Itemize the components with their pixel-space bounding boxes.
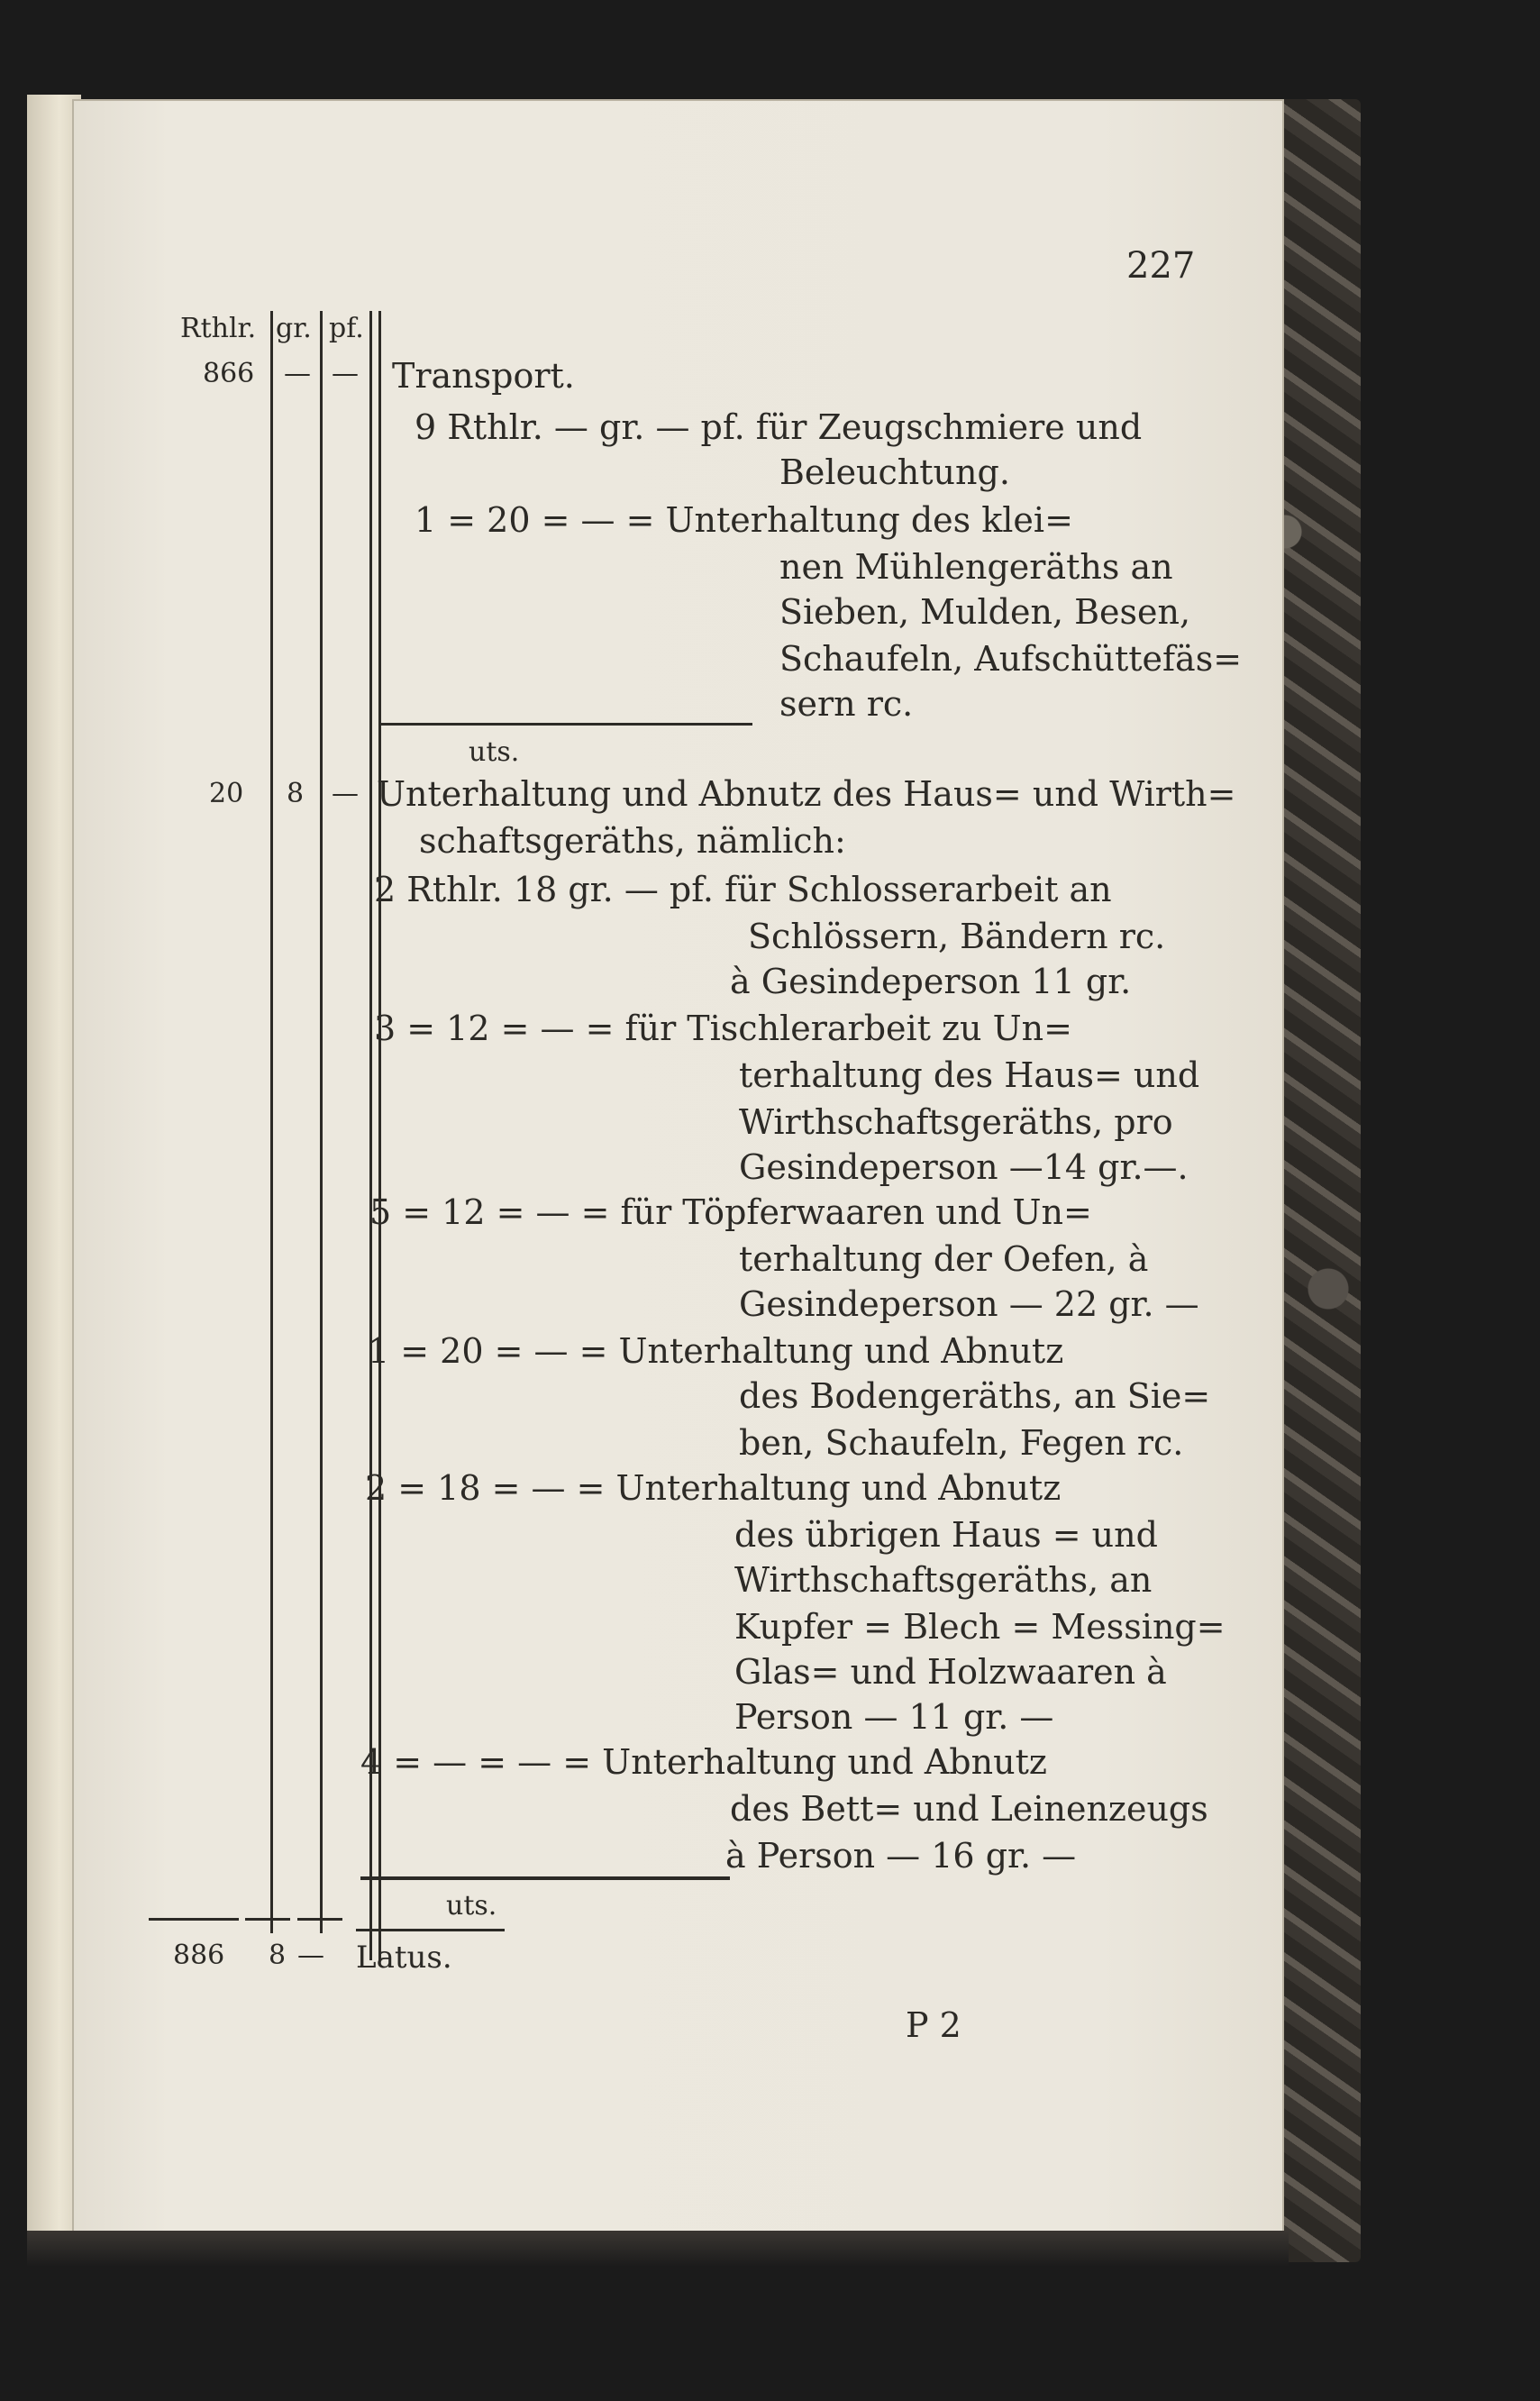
column-rule-1 <box>270 311 273 1933</box>
entry-line: Schaufeln, Aufschüttefäs= <box>779 639 1243 679</box>
entry-line: 2 = 18 = — = Unterhaltung und Abnutz <box>365 1468 1062 1508</box>
entry-line: à Gesindeperson 11 gr. <box>730 962 1132 1001</box>
subtotal-rule <box>378 723 752 726</box>
entry-line: 4 = — = — = Unterhaltung und Abnutz <box>360 1742 1047 1782</box>
entry-line: 5 = 12 = — = für Töpferwaaren und Un= <box>369 1192 1092 1232</box>
column-rule-2 <box>320 311 323 1933</box>
entry-pf: — <box>332 778 359 809</box>
entry-line: Sieben, Mulden, Besen, <box>779 592 1191 632</box>
entry-line: 1 = 20 = — = Unterhaltung des klei= <box>415 500 1073 540</box>
transport-gr: — <box>284 358 311 389</box>
page-shadow <box>27 2231 1289 2267</box>
entry-line: Wirthschaftsgeräths, pro <box>739 1102 1173 1142</box>
entry-line: sern rc. <box>779 684 914 724</box>
total-rule <box>245 1918 290 1921</box>
entry-line: Gesindeperson — 22 gr. — <box>739 1284 1199 1324</box>
entry-line: Schlössern, Bändern rc. <box>748 917 1166 956</box>
latus-pf: — <box>297 1940 324 1971</box>
entry-line: Wirthschaftsgeräths, an <box>734 1560 1153 1600</box>
entry-line: des Bett= und Leinenzeugs <box>730 1789 1208 1829</box>
column-rule-3 <box>369 311 372 1960</box>
entry-line: Kupfer = Blech = Messing= <box>734 1607 1226 1647</box>
entry-line: Gesindeperson —14 gr.—. <box>739 1147 1189 1187</box>
uts-label: uts. <box>446 1890 497 1922</box>
latus-gr: 8 <box>269 1940 287 1971</box>
entry-line: Glas= und Holzwaaren à <box>734 1652 1167 1692</box>
uts-label: uts. <box>469 736 520 768</box>
entry-line: des Bodengeräths, an Sie= <box>739 1376 1211 1416</box>
transport-amount: 866 <box>203 358 255 389</box>
header-gr: gr. <box>276 313 312 344</box>
entry-line: 9 Rthlr. — gr. — pf. für Zeugschmiere und <box>415 407 1143 447</box>
entry-gr: 8 <box>287 778 305 809</box>
column-rule-4 <box>378 311 381 1960</box>
entry-line: Unterhaltung und Abnutz des Haus= und Wirth= <box>377 774 1236 814</box>
entry-line: nen Mühlengeräths an <box>779 547 1173 587</box>
total-rule <box>149 1918 239 1921</box>
entry-line: à Person — 16 gr. — <box>725 1836 1077 1876</box>
entry-line: 1 = 20 = — = Unterhaltung und Abnutz <box>368 1331 1064 1371</box>
transport-label: Transport. <box>392 356 575 396</box>
entry-line: terhaltung des Haus= und <box>739 1055 1200 1095</box>
signature-mark: P 2 <box>906 2005 961 2045</box>
total-rule <box>356 1929 505 1931</box>
entry-line: Beleuchtung. <box>779 452 1010 492</box>
page-number: 227 <box>1126 245 1196 287</box>
entry-line: des übrigen Haus = und <box>734 1515 1158 1555</box>
subtotal-rule <box>360 1876 730 1880</box>
entry-line: 3 = 12 = — = für Tischlerarbeit zu Un= <box>374 1009 1072 1048</box>
transport-pf: — <box>332 358 359 389</box>
entry-line: ben, Schaufeln, Fegen rc. <box>739 1423 1184 1463</box>
total-rule <box>297 1918 342 1921</box>
entry-amount: 20 <box>209 778 244 809</box>
entry-line: 2 Rthlr. 18 gr. — pf. für Schlosserarbeit an <box>374 870 1112 909</box>
latus-amount: 886 <box>173 1940 225 1971</box>
entry-line: Person — 11 gr. — <box>734 1697 1054 1737</box>
latus-label: Latus. <box>356 1940 452 1976</box>
header-rthlr: Rthlr. <box>180 313 257 344</box>
entry-line: terhaltung der Oefen, à <box>739 1239 1149 1279</box>
entry-line: schaftsgeräths, nämlich: <box>419 821 846 861</box>
header-pf: pf. <box>329 313 364 344</box>
